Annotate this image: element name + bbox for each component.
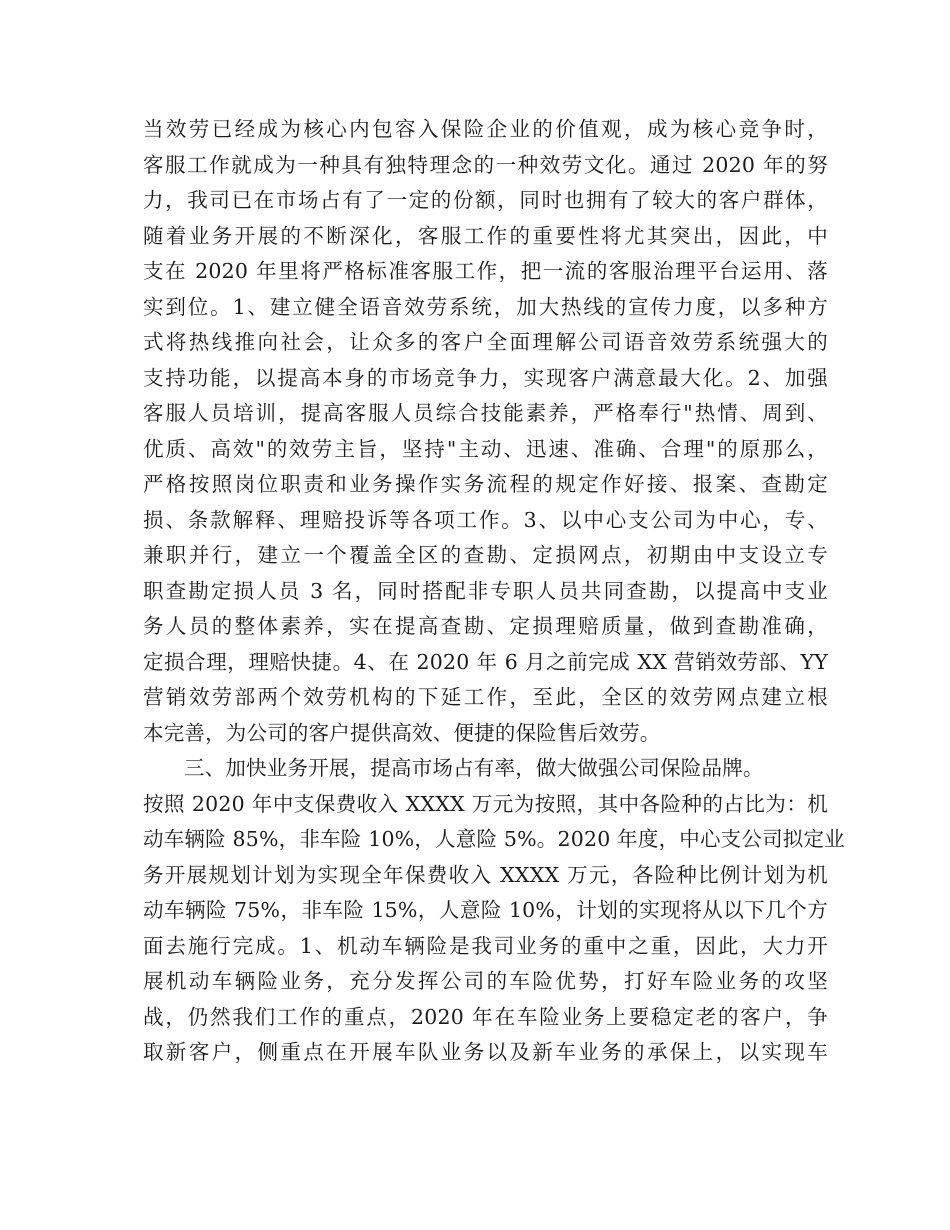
text-line: 三、加快业务开展，提高市场占有率，做大做强公司保险品牌。 bbox=[184, 756, 764, 780]
text-line: 客服工作就成为一种具有独特理念的一种效劳文化。通过 2020 年的努 bbox=[143, 152, 828, 177]
text-line: 损、条款解释、理赔投诉等各项工作。3、以中心支公司为中心，专、 bbox=[143, 507, 828, 532]
text-line: 按照 2020 年中支保费收入 XXXX 万元为按照，其中各险种的占比为：机 bbox=[143, 791, 828, 816]
text-line: 定损合理，理赔快捷。4、在 2020 年 6 月之前完成 XX 营销效劳部、YY bbox=[143, 649, 828, 674]
text-line: 严格按照岗位职责和业务操作实务流程的规定作好接、报案、查勘定 bbox=[143, 472, 828, 496]
text-line: 支在 2020 年里将严格标准客服工作，把一流的客服治理平台运用、落 bbox=[143, 259, 828, 283]
paragraph bbox=[143, 112, 828, 751]
text-line: 动车辆险 75%，非车险 15%，人意险 10%，计划的实现将从以下几个方 bbox=[143, 898, 828, 922]
text-line: 展机动车辆险业务，充分发挥公司的车险优势，打好车险业务的攻坚 bbox=[143, 969, 828, 993]
text-line: 优质、高效"的效劳主旨，坚持"主动、迅速、准确、合理"的原那么， bbox=[143, 436, 828, 461]
text-line: 本完善，为公司的客户提供高效、便捷的保险售后效劳。 bbox=[143, 720, 661, 745]
text-line: 务人员的整体素养，实在提高查勘、定损理赔质量，做到查勘准确， bbox=[143, 614, 828, 638]
text-line: 支持功能，以提高本身的市场竞争力，实现客户满意最大化。2、加强 bbox=[143, 365, 828, 390]
text-line: 职查勘定损人员 3 名，同时搭配非专职人员共同查勘，以提高中支业 bbox=[143, 578, 828, 603]
text-line: 营销效劳部两个效劳机构的下延工作，至此，全区的效劳网点建立根 bbox=[143, 685, 828, 709]
text-line: 兼职并行，建立一个覆盖全区的查勘、定损网点，初期由中支设立专 bbox=[143, 543, 828, 567]
text-line: 随着业务开展的不断深化，客服工作的重要性将尤其突出，因此，中 bbox=[143, 223, 828, 248]
text-line: 式将热线推向社会，让众多的客户全面理解公司语音效劳系统强大的 bbox=[143, 330, 828, 354]
text-line: 动车辆险 85%，非车险 10%，人意险 5%。2020 年度，中心支公司拟定业 bbox=[143, 827, 845, 851]
text-line: 面去施行完成。1、机动车辆险是我司业务的重中之重，因此，大力开 bbox=[143, 933, 828, 958]
text-line: 力，我司已在市场占有了一定的份额，同时也拥有了较大的客户群体， bbox=[143, 188, 828, 212]
text-line: 当效劳已经成为核心内包容入保险企业的价值观，成为核心竞争时， bbox=[143, 117, 828, 141]
text-line: 战，仍然我们工作的重点，2020 年在车险业务上要稳定老的客户，争 bbox=[143, 1004, 828, 1029]
body-text bbox=[143, 112, 845, 1071]
text-line: 实到位。1、建立健全语音效劳系统，加大热线的宣传力度，以多种方 bbox=[143, 294, 828, 319]
text-line: 取新客户，侧重点在开展车队业务以及新车业务的承保上，以实现车 bbox=[143, 1040, 828, 1064]
text-line: 务开展规划计划为实现全年保费收入 XXXX 万元，各险种比例计划为机 bbox=[143, 862, 828, 887]
text-line: 客服人员培训，提高客服人员综合技能素养，严格奉行"热情、周到、 bbox=[143, 401, 828, 425]
paragraph bbox=[143, 751, 845, 1071]
